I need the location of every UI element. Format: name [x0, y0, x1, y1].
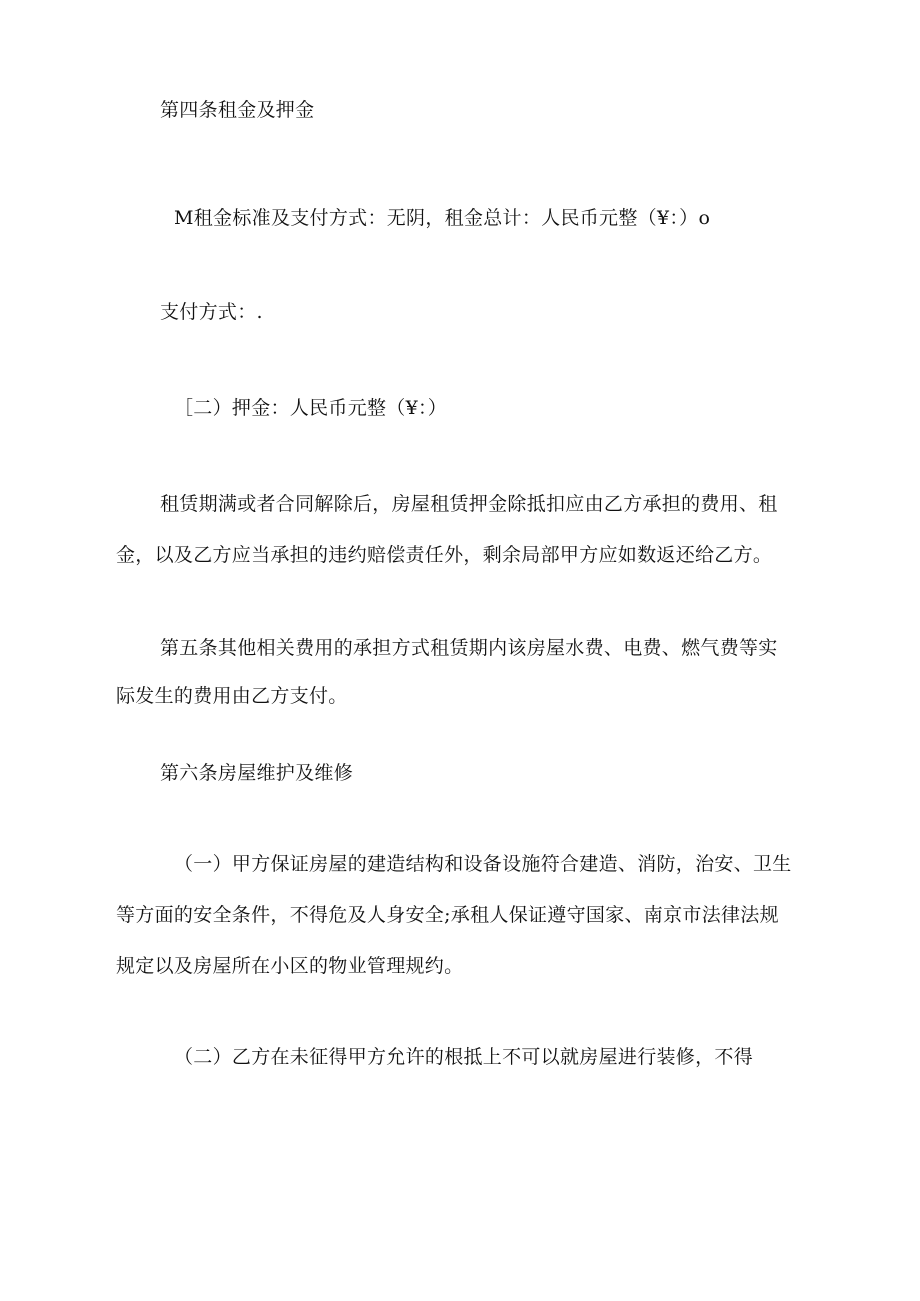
deposit-line: ［二）押金：人民币元整（¥：） [174, 397, 448, 419]
clause-1-line-1: （一）甲方保证房屋的建造结构和设备设施符合建造、消防，治安、卫生 [174, 853, 792, 875]
payment-method-line: 支付方式：. [160, 301, 263, 323]
article-6-heading: 第六条房屋维护及维修 [160, 762, 354, 784]
rent-standard-line: M租金标准及支付方式：无阴，租金总计：人民币元整（¥：）o [174, 207, 711, 229]
deposit-return-line-1: 租赁期满或者合同解除后，房屋租赁押金除抵扣应由乙方承担的费用、租 [160, 493, 778, 515]
deposit-return-line-2: 金，以及乙方应当承担的违约赔偿责任外，剩余局部甲方应如数返还给乙方。 [116, 544, 773, 566]
clause-2-line-1: （二）乙方在未征得甲方允许的根抵上不可以就房屋进行装修，不得 [174, 1046, 754, 1068]
article-5-line-1: 第五条其他相关费用的承担方式租赁期内该房屋水费、电费、燃气费等实 [160, 637, 778, 659]
article-4-heading: 第四条租金及押金 [160, 99, 315, 121]
clause-1-line-2: 等方面的安全条件，不得危及人身安全;承租人保证遵守国家、南京市法律法规 [116, 904, 779, 926]
clause-1-line-3: 规定以及房屋所在小区的物业管理规约。 [116, 955, 464, 977]
article-5-line-2: 际发生的费用由乙方支付。 [116, 685, 348, 707]
